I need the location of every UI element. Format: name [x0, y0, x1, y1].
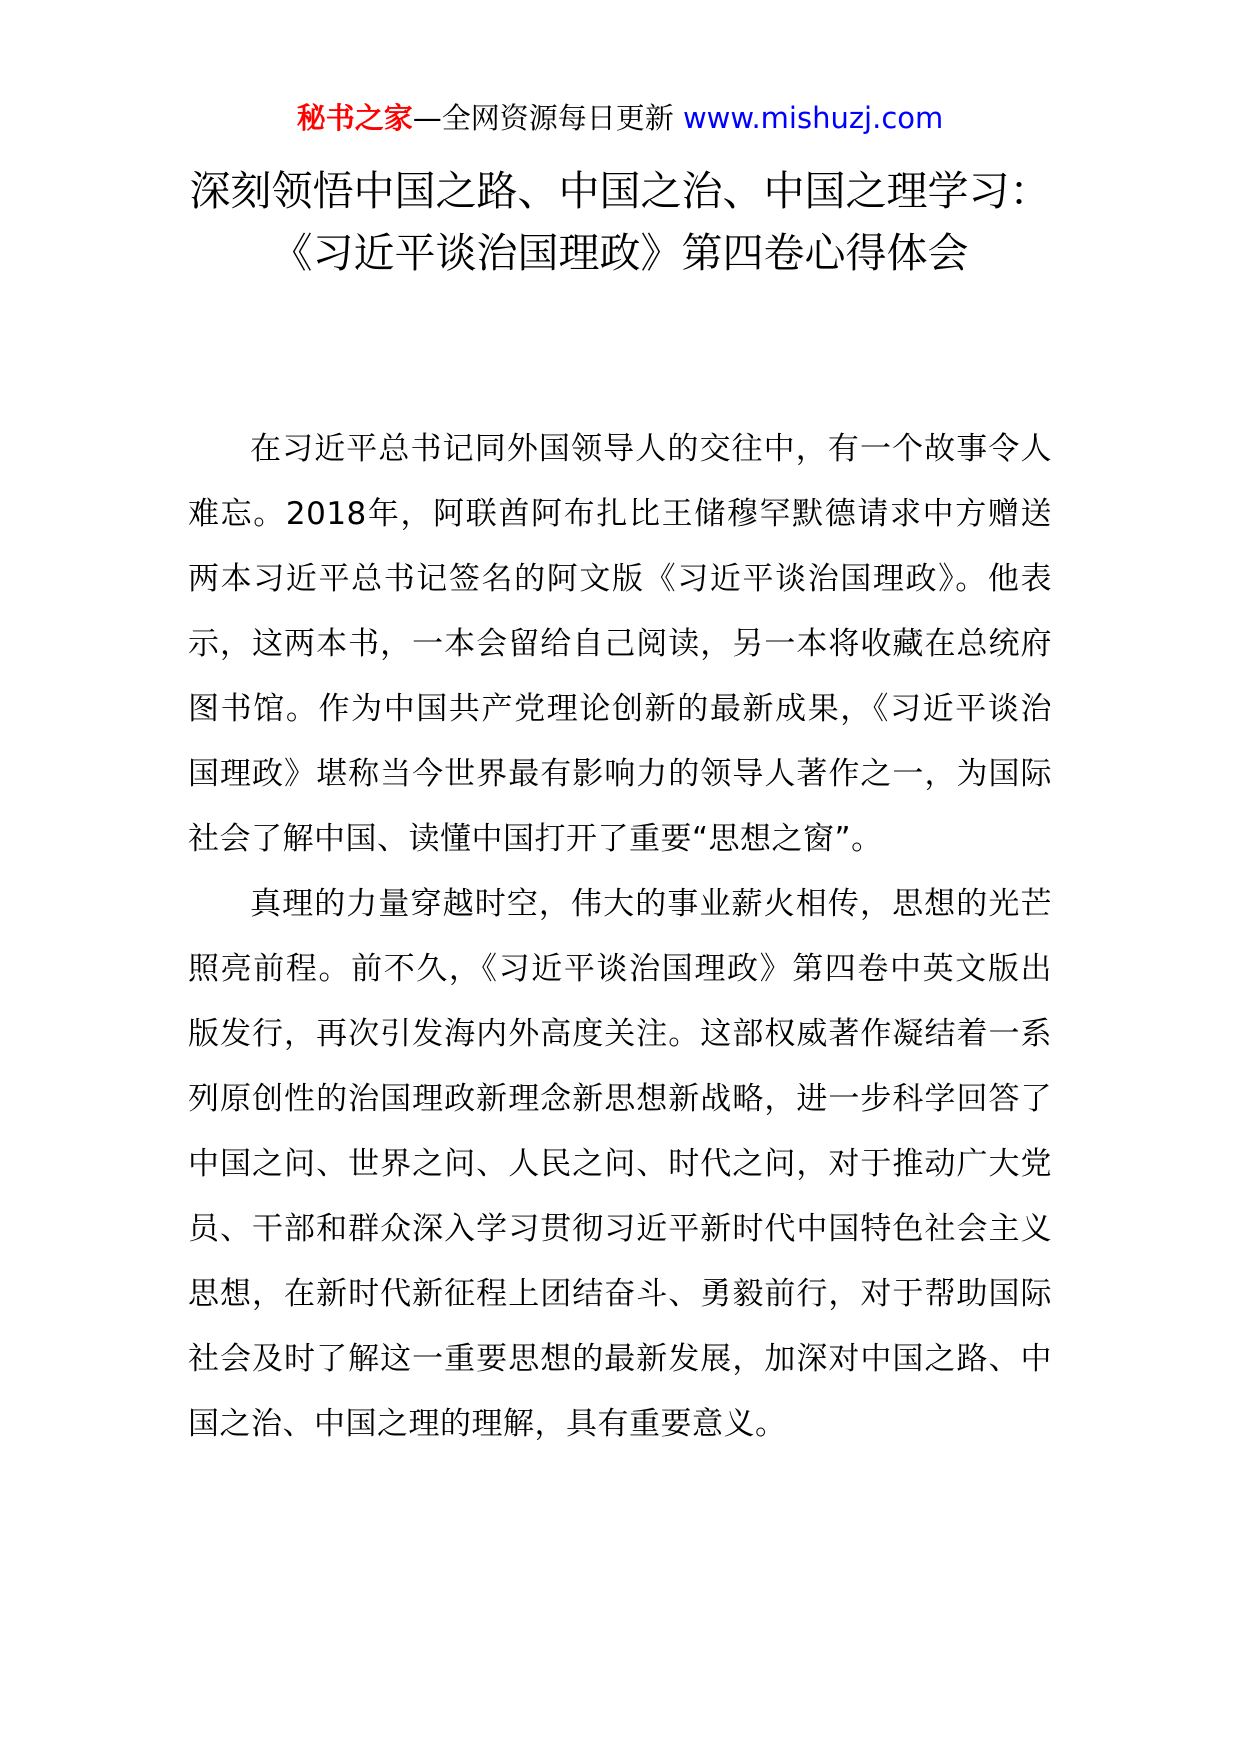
site-url: www.mishuzj.com [682, 101, 944, 135]
site-tagline: —全网资源每日更新 [412, 101, 674, 135]
body-paragraph: 真理的力量穿越时空，伟大的事业薪火相传，思想的光芒照亮前程。前不久，《习近平谈治国理政》第四卷中英文版出版发行，再次引发海内外高度关注。这部权威著作凝结着一系列原创性的治国理政新理念新思想新战略，进一步科学回答了中国之问、世界之问、人民之问、时代之问，对于推动广大党员、干部和群众深入学习贯彻习近平新时代中国特色社会主义思想，在新时代新征程上团结奋斗、勇毅前行，对于帮助国际社会及时了解这一重要思想的最新发展，加深对中国之路、中国之治、中国之理的理解，具有重要意义。 [188, 886, 1052, 1442]
site-brand: 秘书之家 [296, 101, 413, 135]
document-title: 深刻领悟中国之路、中国之治、中国之理学习：《习近平谈治国理政》第四卷心得体会 [189, 167, 1051, 277]
body-paragraph: 在习近平总书记同外国领导人的交往中，有一个故事令人难忘。2018年，阿联酋阿布扎比王储穆罕默德请求中方赠送两本习近平总书记签名的阿文版《习近平谈治国理政》。他表示，这两本书，一本会留给自己阅读，另一本将收藏在总统府图书馆。作为中国共产党理论创新的最新成果，《习近平谈治国理政》堪称当今世界最有影响力的领导人著作之一，为国际社会了解中国、读懂中国打开了重要“思想之窗”。 [188, 431, 1052, 857]
document-body [188, 417, 1052, 1457]
site-header [0, 98, 1240, 138]
